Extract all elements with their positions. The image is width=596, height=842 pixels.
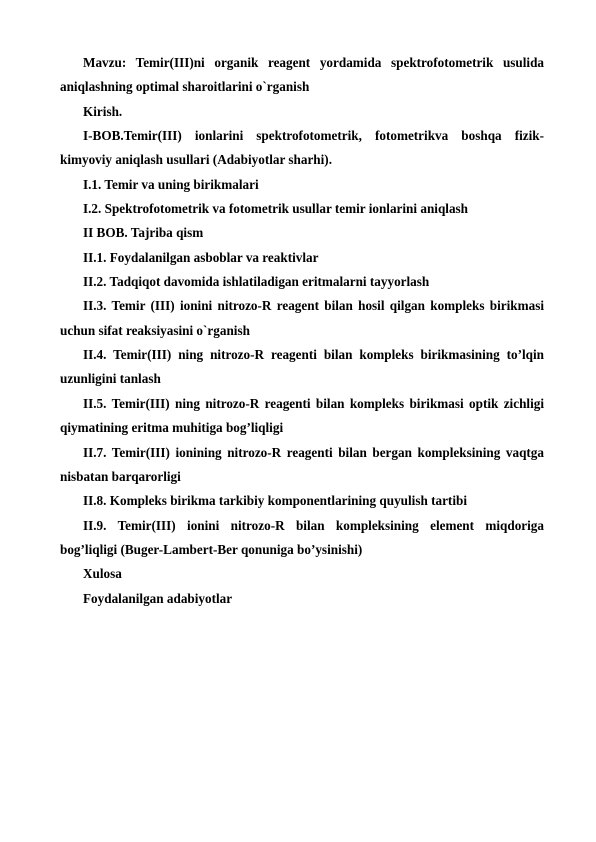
toc-chapter-2: II BOB. Tajriba qism bbox=[83, 225, 204, 241]
toc-section-1-1: I.1. Temir va uning birikmalari bbox=[83, 176, 259, 192]
toc-section-2-8: II.8. Kompleks birikma tarkibiy komponentlarining quyulish tartibi bbox=[83, 493, 467, 509]
toc-section-2-4: II.4. Temir(III) ning nitrozo-R reagenti bilan kompleks birikmasining to’lqin uzunligini tanlash bbox=[60, 347, 544, 387]
toc-conclusion: Xulosa bbox=[83, 566, 122, 582]
toc-section-1-2: I.2. Spektrofotometrik va fotometrik usullar temir ionlarini aniqlash bbox=[83, 201, 469, 217]
toc-section-2-9: II.9. Temir(III) ionini nitrozo-R bilan kompleksining element miqdoriga bog’liqligi (Buger-Lambert-Ber qonuniga bo’ysinishi) bbox=[60, 517, 544, 557]
toc-references: Foydalanilgan adabiyotlar bbox=[83, 590, 233, 606]
toc-chapter-1: I-BOB.Temir(III) ionlarini spektrofotometrik, fotometrikva boshqa fizik-kimyoviy aniqlash usullari (Adabiyotlar sharhi). bbox=[60, 128, 544, 168]
toc-section-2-3: II.3. Temir (III) ionini nitrozo-R reagent bilan hosil qilgan kompleks birikmasi uchun sifat reaksiyasini o`rganish bbox=[60, 298, 544, 338]
toc-section-2-7: II.7. Temir(III) ionining nitrozo-R reagenti bilan bergan kompleksining vaqtga nisbatan barqarorligi bbox=[60, 444, 544, 484]
toc-section-2-2: II.2. Tadqiqot davomida ishlatiladigan eritmalarni tayyorlash bbox=[83, 274, 430, 290]
table-of-contents bbox=[60, 51, 544, 611]
toc-topic: Mavzu: Temir(III)ni organik reagent yordamida spektrofotometrik usulida aniqlashning optimal sharoitlarini o`rganish bbox=[60, 55, 544, 95]
toc-section-2-5: II.5. Temir(III) ning nitrozo-R reagenti bilan kompleks birikmasi optik zichligi qiymatining eritma muhitiga bog’liqligi bbox=[60, 395, 544, 436]
toc-section-2-1: II.1. Foydalanilgan asboblar va reaktivlar bbox=[83, 249, 319, 265]
toc-introduction: Kirish. bbox=[83, 103, 123, 119]
